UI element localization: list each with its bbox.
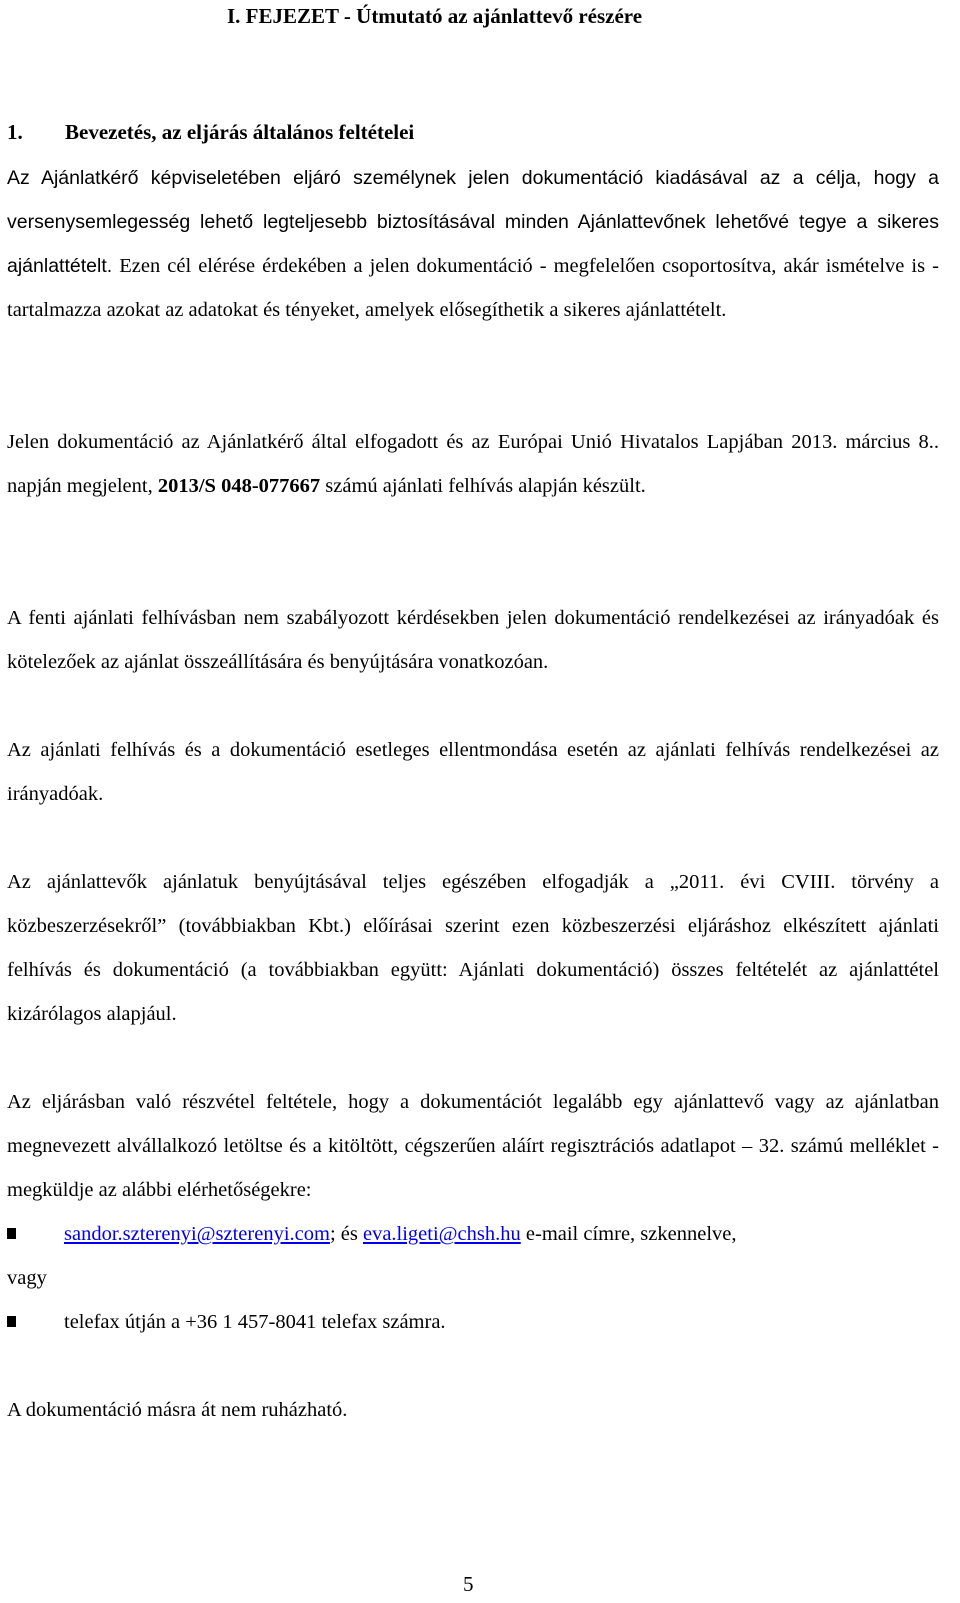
section-title: Bevezetés, az eljárás általános feltételei: [65, 120, 415, 144]
section-number: 1.: [7, 120, 23, 144]
page-number: 5: [463, 1572, 474, 1596]
participation-paragraph: Az eljárásban való részvétel feltétele, hogy a dokumentációt legalább egy ajánlattevő vagy az ajánlatban megnevezett alvállalkozó letöltse és a kitöltött, cégszerűen aláírt regisztrációs adatlapot – 32. számú melléklet - megküldje az alábbi elérhetőségekre:: [7, 1091, 939, 1201]
announcement-text-after: számú ajánlati felhívás alapján készült.: [325, 475, 646, 497]
chapter-title: I. FEJEZET - Útmutató az ajánlattevő részére: [227, 4, 643, 28]
or-text: vagy: [7, 1267, 47, 1289]
acceptance-paragraph: Az ajánlattevők ajánlatuk benyújtásával teljes egészében elfogadják a „2011. évi CVIII. törvény a közbeszerzésekről” (továbbiakban Kbt.) előírásai szerint ezen közbeszerzési eljáráshoz elkészített ajánlati felhívás és dokumentáció (a továbbiakban együtt: Ajánlati dokumentáció) összes feltételét az ajánlattétel kizárólagos alapjául.: [7, 871, 939, 1025]
bullet-item-fax: [7, 1300, 446, 1344]
square-bullet-icon: [7, 1228, 16, 1239]
email-suffix: e-mail címre, szkennelve,: [525, 1223, 737, 1245]
rules-paragraph: A fenti ajánlati felhívásban nem szabályozott kérdésekben jelen dokumentáció rendelkezései az irányadóak és kötelezőek az ajánlat összeállítására és benyújtására vonatkozóan.: [7, 607, 939, 673]
fax-text: telefax útján a +36 1 457-8041 telefax számra.: [64, 1311, 446, 1333]
intro-serif-text: Ezen cél elérése érdekében a jelen dokumentáció - megfelelően csoportosítva, akár ismételve is - tartalmazza azokat az adatokat és tényeket, amelyek elősegíthetik a sikeres ajánlattételt.: [7, 255, 939, 321]
intro-paragraph: [7, 156, 939, 332]
announcement-text-before: Jelen dokumentáció az Ajánlatkérő által elfogadott és az Európai Unió Hivatalos Lapjában 2013. március 8.. napján megjelent,: [7, 431, 939, 497]
bullet-item-email: [7, 1212, 737, 1256]
email-link-szterenyi[interactable]: sandor.szterenyi@szterenyi.com: [64, 1223, 330, 1245]
closing-sentence: A dokumentáció másra át nem ruházható.: [7, 1399, 348, 1421]
intro-sans-text: Az Ajánlatkérő képviseletében eljáró személynek jelen dokumentáció kiadásával az a célja, hogy a versenysemlegesség lehető legteljesebb biztosításával minden Ajánlattevőnek lehetővé tegye a sikeres ajánlattételt.: [7, 167, 939, 277]
email-separator: ; és: [329, 1223, 358, 1245]
contradiction-paragraph: Az ajánlati felhívás és a dokumentáció esetleges ellentmondása esetén az ajánlati felhívás rendelkezései az irányadóak.: [7, 739, 939, 805]
announcement-reference: 2013/S 048-077667: [157, 475, 321, 497]
square-bullet-icon: [7, 1316, 16, 1327]
announcement-paragraph: [7, 420, 939, 508]
section-heading: [7, 120, 414, 145]
email-link-ligeti[interactable]: eva.ligeti@chsh.hu: [362, 1223, 521, 1245]
